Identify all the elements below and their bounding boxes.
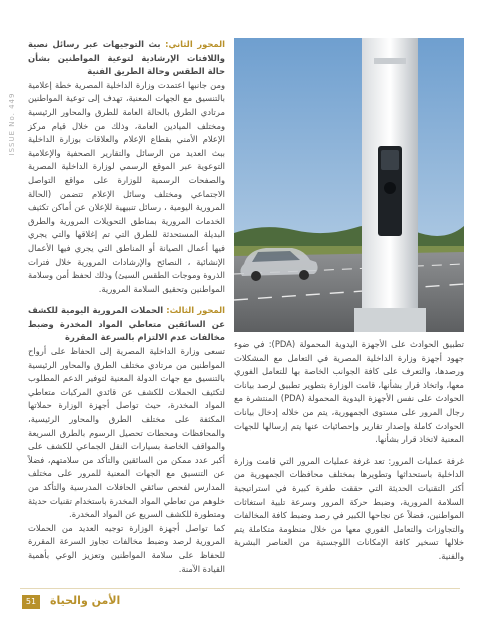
section2-body: ومن جانبها اعتمدت وزارة الداخلية المصرية خطة إعلامية بالتنسيق مع الجهات المعنية، تهدف إلى توعية المواطنين مرتادي الطرق بالحالة العامة للطرق والمحاور الرئيسية ومختلف الميادين العامة، وذلك من خلال قيام مركز الإعلام الأمني بقطاع الإعلام والعلاقات بوزارة الداخلية ببث العديد من الرسائل والتقارير الصحفية والإعلامية التوعوية عبر الموقع الرسمي لوزارة الداخلية المصرية والصفحات الرسمية للوزارة على مواقع التواصل الاجتماعي ومختلف وسائل الإعلام تتضمن (الحالة المرورية اليومية ، رسائل تنبيهية للإعلان عن أماكن تكثيف الخدمات المرورية بمناطق التحويلات المرورية والطرق البديلة المستحدثة للطرق التي تم إغلاقها والتي يجري فيها أعمال الصيانة أو المناطق التي يجري فيها الأعمال الإنشائية ، النصائح والإرشادات المرورية خلال فترات الذروة وموجات الطقس السيئ) وذلك لحفظ أمن وسلامة المواطنين وتحقيق السلامة المرورية.	[28, 79, 225, 294]
page-footer	[0, 593, 480, 613]
pda-accidents-paragraph: تطبيق الحوادث على الأجهزة اليدوية المحمولة (PDA): في ضوء جهود أجهزة وزارة الداخلية المصرية في التعامل مع المشكلات ورصدها، والتعرف على كافة الجوانب الخاصة بها للتعامل الفوري معها، واتخاذ قرار بشأنها، قامت الوزارة بتطوير تطبيق لرصد بيانات الحوادث على نفس الأجهزة اليدوية المحمولة (PDA) المنتشرة مع رجال المرور على مستوى الجمهورية، يتم من خلاله إدخال بيانات الحوادث كاملة وإصدار تقارير وإحصائيات عنها يتم إرسالها للجهات المعنية لاتخاذ قرار بشأنها.	[234, 339, 464, 445]
section3-body-1: تسعى وزارة الداخلية المصرية إلى الحفاظ على أرواح المواطنين من مرتادي مختلف الطرق والمحاور الرئيسية بالتنسيق مع جهات الدولة المعنية لتوفير الدعم المطلوب لتكثيف الحملات للكشف عن قائدي المركبات متعاطي المواد المخدرة، حيث تواصل أجهزة الوزارة حملاتها المكثفة على مختلف الطرق والمحاور الرئيسية، والمحافظات ومحطات تحصيل الرسوم بالطرق السريعة والمواقف الخاصة بسيارات النقل الجماعي للكشف على أكبر عدد ممكن من السائقين والتأكد من سلامتهم، فضلاً عن التنسيق مع الجهات المعنية للمرور على مختلف المدارس لفحص سائقي الحافلات المدرسية والتأكد من خلوهم من تعاطي المواد المخدرة باستخدام تقنيات حديثة ومتطورة للكشف السريع عن المواد المخدرة.	[28, 346, 225, 520]
right-text-column	[234, 338, 464, 564]
left-text-column	[28, 38, 225, 576]
footer-divider	[20, 588, 460, 589]
page-number: 51	[22, 595, 40, 609]
section3-body-2: كما تواصل أجهزة الوزارة توجيه العديد من الحملات المرورية لرصد وضبط مخالفات تجاوز السرعة المقررة للحفاظ على سلامة المواطنين وتعزيز الوعي بأهمية القيادة الآمنة.	[28, 522, 225, 574]
magazine-title: الأمن والحياة	[50, 594, 121, 607]
issue-label: ISSUE No. 449	[8, 92, 16, 156]
speed-camera-illustration	[234, 38, 464, 332]
section3-heading-label: المحور الثالث:	[166, 305, 225, 316]
section2-heading-label: المحور الثاني:	[165, 39, 225, 49]
issue-strip	[6, 70, 18, 190]
speed-camera-photo	[234, 38, 464, 332]
section3-heading	[28, 304, 225, 345]
section3-heading-text: الحملات المرورية اليومية للكشف عن السائقين متعاطي المواد المخدرة وضبط مخالفات عدم الالتزام بالسرعة المقررة	[28, 305, 225, 343]
section2-heading-text: بث التوجيهات عبر رسائل نصية واللافتات الإرشادية لتوعية المواطنين بشأن حالة الطقس وحالة الطريق الفنية	[28, 39, 225, 77]
section2-heading	[28, 38, 225, 79]
traffic-operations-paragraph: غرفة عمليات المرور: تعد غرفة عمليات المرور التي قامت وزارة الداخلية باستحداثها وتطويرها بمختلف محافظات الجمهورية من أكثر التقنيات الحديثة التي حققت طفرة كبيرة في استراتيجية السلامة المرورية، وضبط حركة المرور وسرعة تلبية استغاثات المواطنين، فضلاً عن نجاحها الكبير في رصد وضبط كافة المخالفات والتجاوزات والتعامل الفوري معها من خلال منظومة متكاملة يتم خلالها تسخير كافة الإمكانات اللوجستية من العناصر البشرية والفنية.	[234, 455, 464, 561]
